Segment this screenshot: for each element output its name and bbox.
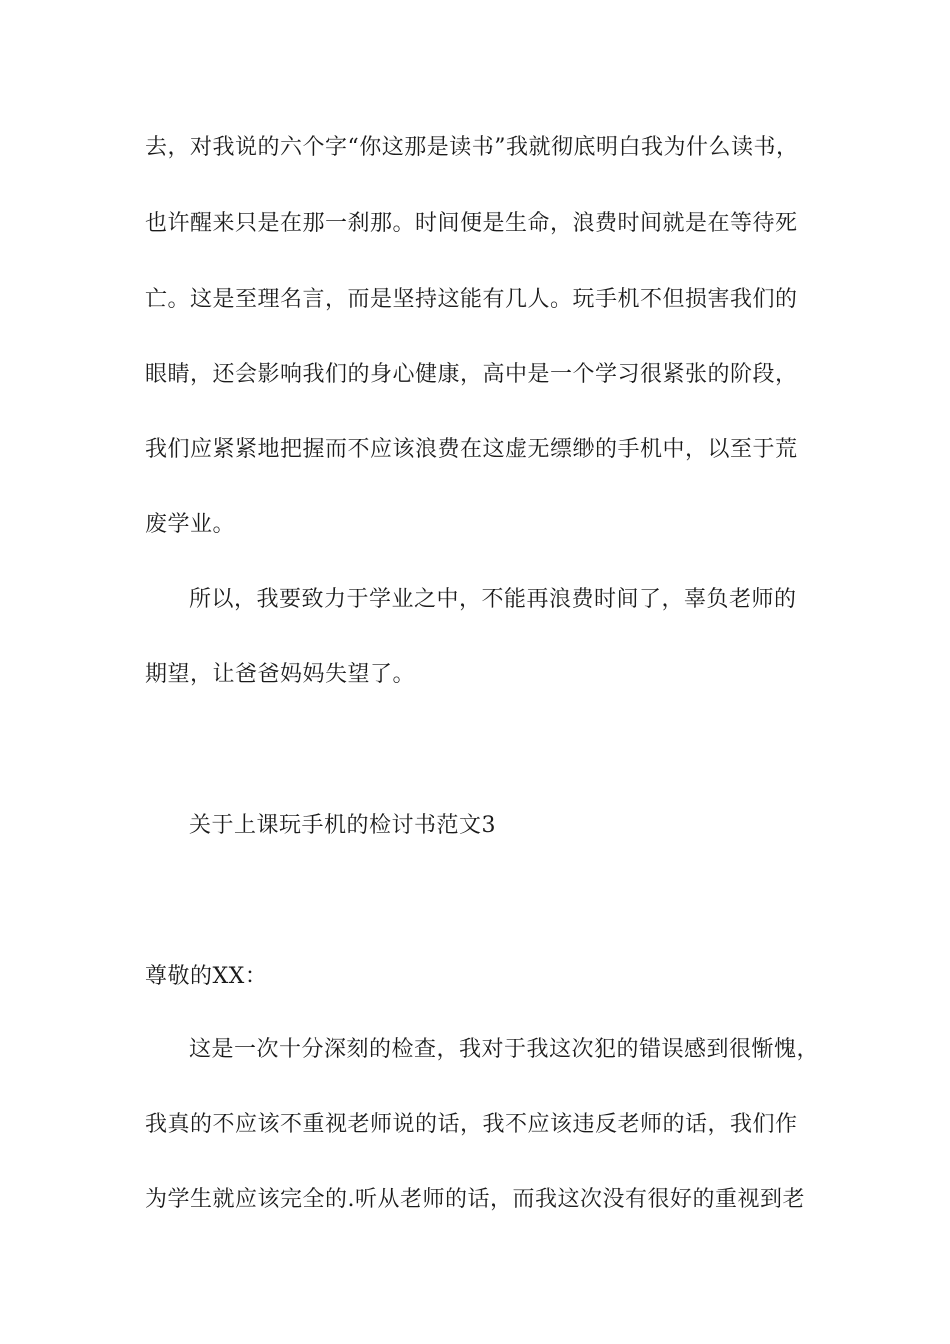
paragraph-1-line-5: 我们应紧紧地把握而不应该浪费在这虚无缥缈的手机中，以至于荒 (145, 437, 798, 462)
paragraph-1-line-3: 亡。这是至理名言，而是坚持这能有几人。玩手机不但损害我们的 (145, 287, 798, 312)
paragraph-1-line-1: 去，对我说的六个字“你这那是读书”我就彻底明白我为什么读书， (145, 135, 799, 160)
paragraph-1-line-4: 眼睛，还会影响我们的身心健康，高中是一个学习很紧张的阶段， (145, 362, 798, 387)
salutation: 尊敬的XX： (145, 964, 268, 989)
paragraph-1-line-6: 废学业。 (145, 512, 236, 537)
paragraph-2-line-1: 所以，我要致力于学业之中，不能再浪费时间了，辜负老师的 (189, 587, 797, 612)
paragraph-2-line-2: 期望，让爸爸妈妈失望了。 (145, 662, 416, 687)
section-title: 关于上课玩手机的检讨书范文3 (189, 813, 496, 838)
paragraph-1-line-2: 也许醒来只是在那一刹那。时间便是生命，浪费时间就是在等待死 (145, 211, 798, 236)
paragraph-3-line-2: 我真的不应该不重视老师说的话，我不应该违反老师的话，我们作 (145, 1112, 798, 1137)
paragraph-3-line-3: 为学生就应该完全的.听从老师的话，而我这次没有很好的重视到老 (145, 1187, 805, 1212)
paragraph-3-line-1: 这是一次十分深刻的检查，我对于我这次犯的错误感到很惭愧， (189, 1037, 820, 1062)
